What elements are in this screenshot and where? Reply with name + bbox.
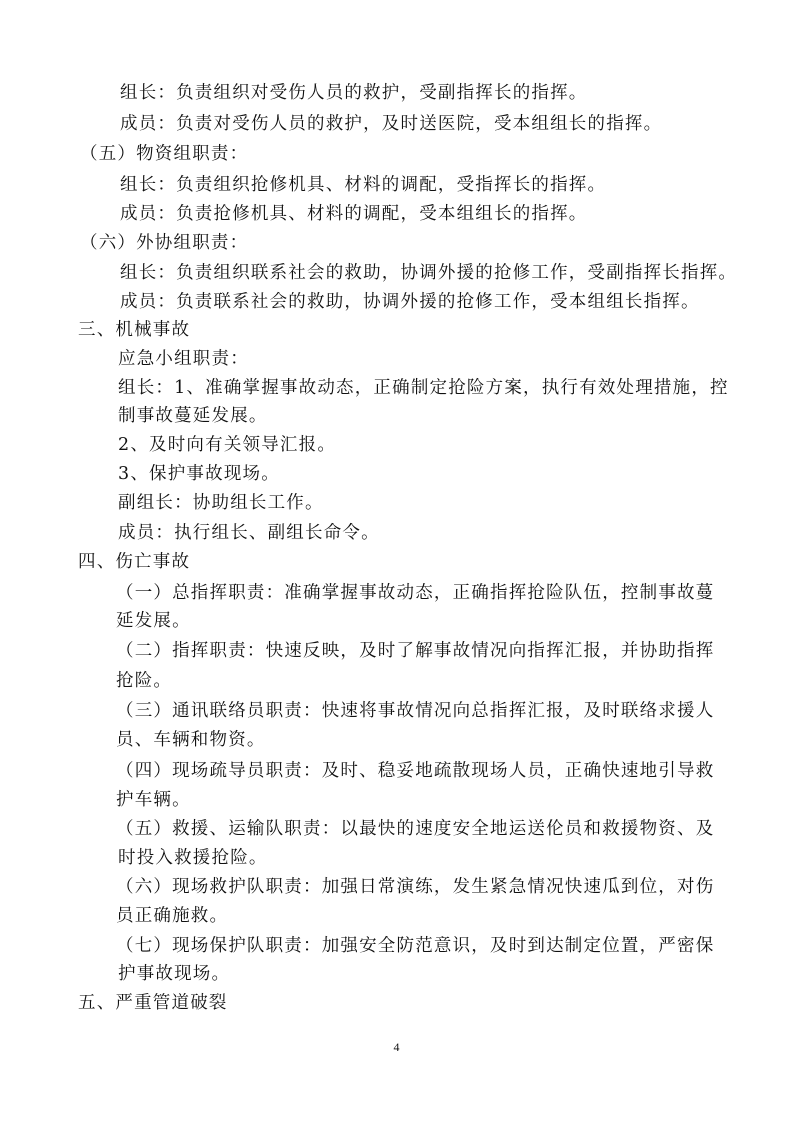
text-line: 四、伤亡事故 <box>78 552 191 572</box>
page-number: 4 <box>393 1040 400 1054</box>
text-line: （七）现场保护队职责：加强安全防范意识，及时到达制定位置，严密保 <box>116 936 715 956</box>
text-line: 组长：负责组织抢修机具、材料的调配，受指挥长的指挥。 <box>120 175 607 195</box>
text-line: （一）总指挥职责：准确掌握事故动态，正确指挥抢险队伍，控制事故蔓 <box>116 583 715 603</box>
text-line: 成员：负责抢修机具、材料的调配，受本组组长的指挥。 <box>120 204 588 224</box>
text-line: （五）物资组职责： <box>80 144 249 164</box>
text-line: 护事故现场。 <box>118 964 231 984</box>
text-line: 抢险。 <box>116 671 173 691</box>
text-line: 组长：负责组织联系社会的救助，协调外援的抢修工作，受副指挥长指挥。 <box>120 263 738 283</box>
text-line: 组长：负责组织对受伤人员的救护，受副指挥长的指挥。 <box>120 83 588 103</box>
text-line: （二）指挥职责：快速反映，及时了解事故情况向指挥汇报，并协助指挥 <box>116 641 715 661</box>
text-line: （五）救援、运输队职责：以最快的速度安全地运送伦员和救援物资、及 <box>116 819 715 839</box>
text-line: 员正确施救。 <box>116 906 229 926</box>
text-line: 制事故蔓延发展。 <box>118 406 268 426</box>
text-line: 成员：负责对受伤人员的救护，及时送医院，受本组组长的指挥。 <box>120 114 663 134</box>
text-line: （四）现场疏导员职责：及时、稳妥地疏散现场人员，正确快速地引导救 <box>116 761 715 781</box>
text-line: （六）外协组职责： <box>80 233 249 253</box>
text-line: 2、及时向有关领导汇报。 <box>118 435 337 455</box>
text-line: 组长：1、准确掌握事故动态，正确制定抢险方案，执行有效处理措施，控 <box>118 378 729 398</box>
text-line: （六）现场救护队职责：加强日常演练，发生紧急情况快速瓜到位，对伤 <box>116 877 715 897</box>
text-line: （三）通讯联络员职责：快速将事故情况向总指挥汇报，及时联络求援人 <box>116 701 715 721</box>
text-line: 护车辆。 <box>116 790 191 810</box>
text-line: 成员：执行组长、副组长命令。 <box>118 523 380 543</box>
text-line: 时投入救援抢险。 <box>118 848 268 868</box>
text-line: 员、车辆和物资。 <box>116 730 266 750</box>
text-line: 应急小组职责： <box>118 349 249 369</box>
text-line: 三、机械事故 <box>78 320 191 340</box>
text-line: 副组长：协助组长工作。 <box>118 493 324 513</box>
text-line: 延发展。 <box>116 611 191 631</box>
text-line: 五、严重管道破裂 <box>78 993 228 1013</box>
text-line: 成员：负责联系社会的救助，协调外援的抢修工作，受本组组长指挥。 <box>120 292 700 312</box>
text-line: 3、保护事故现场。 <box>118 464 280 484</box>
